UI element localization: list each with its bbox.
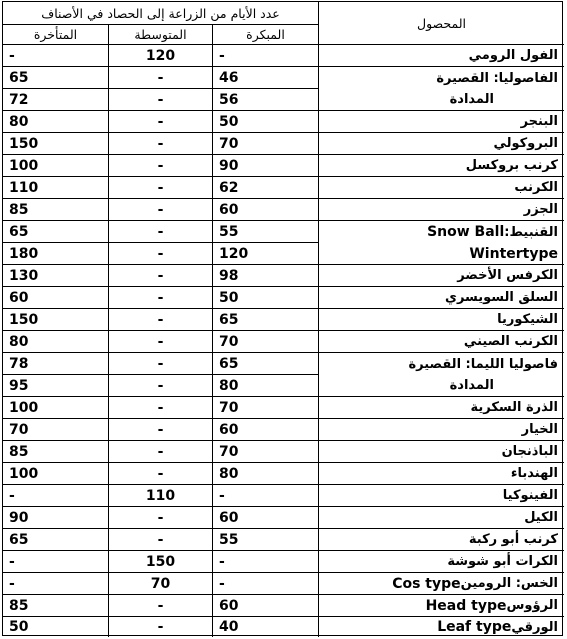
crop-arabic-name: الفينوكيا <box>502 488 558 503</box>
crop-name-cell <box>319 441 564 463</box>
early-days-cell: 65 <box>213 309 319 331</box>
crop-arabic-name: الجزر <box>523 202 558 217</box>
crop-latin-type: Head type <box>425 597 507 614</box>
crop-name-cell <box>319 331 564 353</box>
late-days-cell: 72 <box>3 89 109 111</box>
crop-arabic-name: الذرة السكرية <box>470 400 558 415</box>
medium-days-cell: - <box>109 375 213 397</box>
crop-name-cell <box>319 133 564 155</box>
crop-arabic-name: الكيل <box>524 510 558 525</box>
early-days-cell: 46 <box>213 67 319 89</box>
crop-name-cell <box>319 397 564 419</box>
crop-latin-type: Cos type <box>392 575 461 592</box>
early-days-cell: - <box>213 551 319 573</box>
crop-name-cell <box>319 419 564 441</box>
crop-arabic-name: الكرنب الصيني <box>463 334 558 349</box>
late-days-cell: 65 <box>3 67 109 89</box>
crop-arabic-name: الورقي <box>511 619 558 635</box>
medium-days-cell: - <box>109 529 213 551</box>
crop-name-cell <box>319 265 564 287</box>
crop-name-cell <box>319 507 564 529</box>
crop-name-cell <box>319 287 564 309</box>
crop-latin-type: Leaf type <box>437 619 512 635</box>
crop-arabic-name: الفاصوليا: القصيرة <box>436 70 558 86</box>
early-days-cell: 40 <box>213 617 319 637</box>
crop-arabic-name: الكرات أبو شوشة <box>447 554 558 569</box>
crop-arabic-name: الكرنب <box>514 180 558 195</box>
crop-latin-type: Wintertype <box>469 245 558 262</box>
crop-name-cell <box>319 111 564 133</box>
crop-arabic-name: الباذنجان <box>501 444 558 459</box>
crop-name-cell <box>319 353 564 375</box>
medium-days-cell: - <box>109 397 213 419</box>
crop-arabic-name: الشيكوريا <box>497 312 558 327</box>
late-days-cell: 100 <box>3 397 109 419</box>
late-days-cell: 78 <box>3 353 109 375</box>
late-days-cell: 100 <box>3 155 109 177</box>
medium-days-cell: - <box>109 155 213 177</box>
early-days-cell: 55 <box>213 221 319 243</box>
early-days-cell: 80 <box>213 375 319 397</box>
crop-arabic-name: المدادة <box>449 378 494 393</box>
late-days-cell: 50 <box>3 617 109 637</box>
header-days-to-harvest: عدد الأيام من الزراعة إلى الحصاد في الأصناف <box>3 2 319 25</box>
late-days-cell: 65 <box>3 221 109 243</box>
early-days-cell: 70 <box>213 133 319 155</box>
medium-days-cell: 120 <box>109 45 213 67</box>
medium-days-cell: - <box>109 331 213 353</box>
medium-days-cell: - <box>109 441 213 463</box>
late-days-cell: 85 <box>3 595 109 617</box>
crop-name-cell <box>319 177 564 199</box>
medium-days-cell: - <box>109 177 213 199</box>
crop-arabic-name: القنبيط: <box>504 224 558 240</box>
crop-name-cell <box>319 243 564 265</box>
crop-name-cell <box>319 221 564 243</box>
crop-name-cell <box>319 617 564 637</box>
medium-days-cell: - <box>109 221 213 243</box>
crop-name-cell <box>319 67 564 89</box>
medium-days-cell: 110 <box>109 485 213 507</box>
crop-arabic-name: البنجر <box>520 114 558 129</box>
crop-arabic-name: الفول الرومي <box>468 48 558 63</box>
late-days-cell: - <box>3 573 109 595</box>
early-days-cell: 60 <box>213 199 319 221</box>
medium-days-cell: - <box>109 287 213 309</box>
early-days-cell: 62 <box>213 177 319 199</box>
medium-days-cell: - <box>109 507 213 529</box>
late-days-cell: 80 <box>3 111 109 133</box>
crop-name-cell <box>319 485 564 507</box>
crop-arabic-name: المدادة <box>449 92 494 107</box>
late-days-cell: 85 <box>3 441 109 463</box>
medium-days-cell: - <box>109 111 213 133</box>
crop-arabic-name: الخيار <box>521 422 558 437</box>
late-days-cell: 60 <box>3 287 109 309</box>
crop-arabic-name: فاصوليا الليما: القصيرة <box>408 356 558 372</box>
crop-name-cell <box>319 529 564 551</box>
late-days-cell: 90 <box>3 507 109 529</box>
medium-days-cell: - <box>109 595 213 617</box>
late-days-cell: 180 <box>3 243 109 265</box>
harvest-days-table <box>2 1 563 636</box>
medium-days-cell: - <box>109 463 213 485</box>
crop-arabic-name: الخس: الرومين <box>460 576 558 591</box>
early-days-cell: 120 <box>213 243 319 265</box>
medium-days-cell: - <box>109 419 213 441</box>
medium-days-cell: - <box>109 617 213 637</box>
crop-name-cell <box>319 551 564 573</box>
crop-name-cell <box>319 89 564 111</box>
early-days-cell: - <box>213 485 319 507</box>
early-days-cell: 90 <box>213 155 319 177</box>
late-days-cell: 150 <box>3 133 109 155</box>
early-days-cell: 50 <box>213 111 319 133</box>
early-days-cell: 60 <box>213 595 319 617</box>
late-days-cell: - <box>3 485 109 507</box>
medium-days-cell: - <box>109 243 213 265</box>
medium-days-cell: - <box>109 133 213 155</box>
medium-days-cell: - <box>109 309 213 331</box>
crop-name-cell <box>319 375 564 397</box>
medium-days-cell: 70 <box>109 573 213 595</box>
early-days-cell: 56 <box>213 89 319 111</box>
medium-days-cell: - <box>109 199 213 221</box>
crop-latin-type: Snow Ball <box>427 224 505 240</box>
early-days-cell: 70 <box>213 441 319 463</box>
late-days-cell: 80 <box>3 331 109 353</box>
crop-name-cell <box>319 573 564 595</box>
late-days-cell: 150 <box>3 309 109 331</box>
crop-name-cell <box>319 199 564 221</box>
medium-days-cell: 150 <box>109 551 213 573</box>
crop-arabic-name: الرؤوس <box>506 598 558 613</box>
crop-arabic-name: الكرفس الأخضر <box>457 268 558 283</box>
late-days-cell: 130 <box>3 265 109 287</box>
late-days-cell: - <box>3 45 109 67</box>
header-late: المتأخرة <box>3 25 109 45</box>
early-days-cell: 80 <box>213 463 319 485</box>
late-days-cell: 95 <box>3 375 109 397</box>
early-days-cell: 70 <box>213 397 319 419</box>
crop-name-cell <box>319 463 564 485</box>
medium-days-cell: - <box>109 67 213 89</box>
late-days-cell: 70 <box>3 419 109 441</box>
medium-days-cell: - <box>109 89 213 111</box>
early-days-cell: 55 <box>213 529 319 551</box>
early-days-cell: 50 <box>213 287 319 309</box>
crop-name-cell <box>319 309 564 331</box>
header-early: المبكرة <box>213 25 319 45</box>
late-days-cell: - <box>3 551 109 573</box>
crop-name-cell <box>319 155 564 177</box>
crop-arabic-name: كرنب بروكسل <box>465 158 558 173</box>
header-crop: المحصول <box>319 2 564 45</box>
medium-days-cell: - <box>109 353 213 375</box>
late-days-cell: 85 <box>3 199 109 221</box>
header-medium: المتوسطة <box>109 25 213 45</box>
early-days-cell: - <box>213 45 319 67</box>
medium-days-cell: - <box>109 265 213 287</box>
early-days-cell: 98 <box>213 265 319 287</box>
crop-name-cell <box>319 595 564 617</box>
late-days-cell: 65 <box>3 529 109 551</box>
crop-arabic-name: كرنب أبو ركبة <box>468 532 558 547</box>
early-days-cell: 60 <box>213 419 319 441</box>
early-days-cell: 65 <box>213 353 319 375</box>
crop-arabic-name: البروكولي <box>493 136 558 151</box>
early-days-cell: 70 <box>213 331 319 353</box>
late-days-cell: 110 <box>3 177 109 199</box>
early-days-cell: 60 <box>213 507 319 529</box>
crop-name-cell <box>319 45 564 67</box>
crop-arabic-name: الهندباء <box>510 466 558 481</box>
early-days-cell: - <box>213 573 319 595</box>
late-days-cell: 100 <box>3 463 109 485</box>
crop-arabic-name: السلق السويسري <box>445 290 558 305</box>
